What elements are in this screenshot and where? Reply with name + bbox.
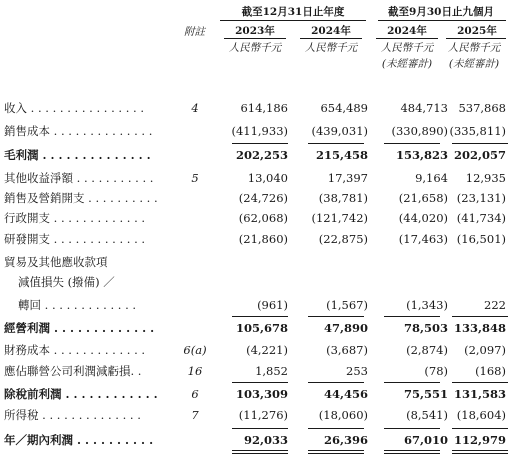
year-header-3: 2024年 xyxy=(387,25,427,37)
row-value-3: 153,823 xyxy=(395,148,448,162)
row-note: 5 xyxy=(191,171,199,185)
table-row xyxy=(0,430,509,450)
row-note: 6(a) xyxy=(183,343,207,357)
row-label: 行政開支 . . . . . . . . . . . . . xyxy=(4,211,146,225)
row-value-4: 131,583 xyxy=(453,387,506,401)
group-rule-year-end xyxy=(220,20,366,21)
row-value-3: 67,010 xyxy=(403,433,448,447)
rule-above-profit-before-tax-3 xyxy=(384,382,440,383)
double-rule-top-4 xyxy=(452,450,508,451)
table-row xyxy=(0,208,509,228)
row-value-1: (62,068) xyxy=(238,211,288,225)
table-row xyxy=(0,272,509,292)
year-rule-1 xyxy=(224,38,286,39)
double-rule-bottom-3 xyxy=(384,453,440,454)
note-column-header: 附註 xyxy=(184,26,205,38)
double-rule-bottom-4 xyxy=(452,453,508,454)
row-value-1: (411,933) xyxy=(231,124,288,138)
table-row xyxy=(0,121,509,141)
table-row xyxy=(0,98,509,118)
row-label: 貿易及其他應收款項 xyxy=(4,255,108,269)
row-value-4: (41,734) xyxy=(456,211,506,225)
table-row xyxy=(0,252,509,272)
rule-above-profit-for-period-3 xyxy=(384,428,440,429)
row-value-1: 1,852 xyxy=(255,364,288,378)
row-note: 6 xyxy=(191,387,199,401)
row-value-1: (961) xyxy=(257,298,288,312)
group-header-year-end: 截至12月31日止年度 xyxy=(241,6,345,18)
row-value-1: (21,860) xyxy=(238,232,288,246)
row-value-3: (2,874) xyxy=(406,343,448,357)
unit-label-4: 人民幣千元 xyxy=(447,42,501,54)
rule-above-gross-profit-4 xyxy=(452,143,508,144)
row-label: 財務成本 . . . . . . . . . . . . . xyxy=(4,343,146,357)
double-rule-top-3 xyxy=(384,450,440,451)
row-value-3: (21,658) xyxy=(398,191,448,205)
row-value-1: 105,678 xyxy=(235,321,288,335)
row-value-2: 47,890 xyxy=(323,321,368,335)
row-label: 銷售及營銷開支 . . . . . . . . . . xyxy=(4,191,158,205)
row-value-3: (8,541) xyxy=(406,408,448,422)
table-row xyxy=(0,340,509,360)
row-value-4: 222 xyxy=(484,298,506,312)
row-value-1: (4,221) xyxy=(246,343,288,357)
row-label: 轉回 . . . . . . . . . . . . . xyxy=(18,298,137,312)
row-label: 減值損失 (撥備) ／ xyxy=(18,275,115,289)
row-label: 經營利潤 . . . . . . . . . . . . . xyxy=(4,321,155,335)
table-row xyxy=(0,361,509,381)
rule-above-operating-profit-3 xyxy=(384,316,440,317)
row-value-1: (24,726) xyxy=(238,191,288,205)
year-rule-4 xyxy=(446,38,506,39)
row-value-2: (3,687) xyxy=(326,343,368,357)
table-row xyxy=(0,384,509,404)
rule-above-profit-before-tax-1 xyxy=(232,382,288,383)
rule-above-profit-for-period-4 xyxy=(452,428,508,429)
row-value-2: 654,489 xyxy=(320,101,368,115)
row-value-4: 12,935 xyxy=(465,171,506,185)
row-value-4: (18,604) xyxy=(456,408,506,422)
row-value-3: (1,343) xyxy=(406,298,448,312)
row-value-1: 202,253 xyxy=(235,148,288,162)
unit-label-3: 人民幣千元 xyxy=(380,42,434,54)
row-value-4: 202,057 xyxy=(453,148,506,162)
row-value-3: 484,713 xyxy=(400,101,448,115)
row-value-3: (330,890) xyxy=(391,124,448,138)
row-label: 除稅前利潤 . . . . . . . . . . . . xyxy=(4,387,158,401)
double-rule-bottom-2 xyxy=(308,453,364,454)
group-header-nine-months: 截至9月30日止九個月 xyxy=(388,6,494,18)
rule-above-profit-before-tax-4 xyxy=(452,382,508,383)
row-label: 研發開支 . . . . . . . . . . . . . xyxy=(4,232,146,246)
rule-above-gross-profit-1 xyxy=(232,143,288,144)
double-rule-top-2 xyxy=(308,450,364,451)
row-label: 毛利潤 . . . . . . . . . . . . . . xyxy=(4,148,151,162)
row-value-3: (78) xyxy=(424,364,448,378)
rule-above-operating-profit-2 xyxy=(308,316,364,317)
row-value-4: (335,811) xyxy=(449,124,506,138)
group-rule-nine-months xyxy=(378,20,506,21)
row-label: 所得稅 . . . . . . . . . . . . . . xyxy=(4,408,141,422)
row-value-4: 112,979 xyxy=(453,433,506,447)
unaudited-label-4: (未經審計) xyxy=(448,58,500,70)
unaudited-label-3: (未經審計) xyxy=(381,58,433,70)
row-note: 7 xyxy=(191,408,199,422)
unit-label-2: 人民幣千元 xyxy=(304,42,358,54)
table-row xyxy=(0,229,509,249)
row-label: 其他收益淨額 . . . . . . . . . . . xyxy=(4,171,154,185)
row-value-4: (168) xyxy=(475,364,506,378)
row-value-1: 614,186 xyxy=(240,101,288,115)
year-rule-3 xyxy=(376,38,438,39)
row-label: 收入 . . . . . . . . . . . . . . . . xyxy=(4,101,144,115)
row-value-2: (121,742) xyxy=(311,211,368,225)
table-row xyxy=(0,145,509,165)
row-value-3: 9,164 xyxy=(415,171,448,185)
rule-above-gross-profit-2 xyxy=(308,143,364,144)
row-value-1: 92,033 xyxy=(243,433,288,447)
year-header-1: 2023年 xyxy=(235,25,275,37)
row-value-2: (38,781) xyxy=(318,191,368,205)
row-note: 16 xyxy=(187,364,203,378)
rule-above-profit-for-period-1 xyxy=(232,428,288,429)
table-row xyxy=(0,168,509,188)
table-row xyxy=(0,295,509,315)
row-value-1: 103,309 xyxy=(235,387,288,401)
row-value-4: 537,868 xyxy=(458,101,506,115)
row-value-1: 13,040 xyxy=(247,171,288,185)
year-header-2: 2024年 xyxy=(311,25,351,37)
row-value-2: 44,456 xyxy=(323,387,368,401)
row-label: 年／期內利潤 . . . . . . . . . . xyxy=(4,433,154,447)
row-value-2: 26,396 xyxy=(323,433,368,447)
row-value-2: (22,875) xyxy=(318,232,368,246)
rule-above-operating-profit-4 xyxy=(452,316,508,317)
unit-label-1: 人民幣千元 xyxy=(228,42,282,54)
row-value-1: (11,276) xyxy=(238,408,288,422)
row-value-2: (439,031) xyxy=(311,124,368,138)
year-rule-2 xyxy=(300,38,362,39)
rule-above-operating-profit-1 xyxy=(232,316,288,317)
row-value-4: (2,097) xyxy=(464,343,506,357)
year-header-4: 2025年 xyxy=(457,25,497,37)
row-value-3: 78,503 xyxy=(403,321,448,335)
row-value-3: (17,463) xyxy=(398,232,448,246)
row-value-2: 17,397 xyxy=(327,171,368,185)
row-value-4: 133,848 xyxy=(453,321,506,335)
row-value-3: 75,551 xyxy=(403,387,448,401)
row-value-2: 253 xyxy=(346,364,368,378)
row-note: 4 xyxy=(191,101,199,115)
rule-above-profit-for-period-2 xyxy=(308,428,364,429)
row-value-2: (1,567) xyxy=(326,298,368,312)
double-rule-top-1 xyxy=(232,450,288,451)
row-value-4: (23,131) xyxy=(456,191,506,205)
row-value-3: (44,020) xyxy=(398,211,448,225)
row-value-2: (18,060) xyxy=(318,408,368,422)
table-row xyxy=(0,188,509,208)
row-value-4: (16,501) xyxy=(456,232,506,246)
table-row xyxy=(0,405,509,425)
rule-above-profit-before-tax-2 xyxy=(308,382,364,383)
row-value-2: 215,458 xyxy=(315,148,368,162)
double-rule-bottom-1 xyxy=(232,453,288,454)
row-label: 應佔聯營公司利潤減虧損. . xyxy=(4,364,142,378)
rule-above-gross-profit-3 xyxy=(384,143,440,144)
table-row xyxy=(0,318,509,338)
row-label: 銷售成本 . . . . . . . . . . . . . . xyxy=(4,124,153,138)
